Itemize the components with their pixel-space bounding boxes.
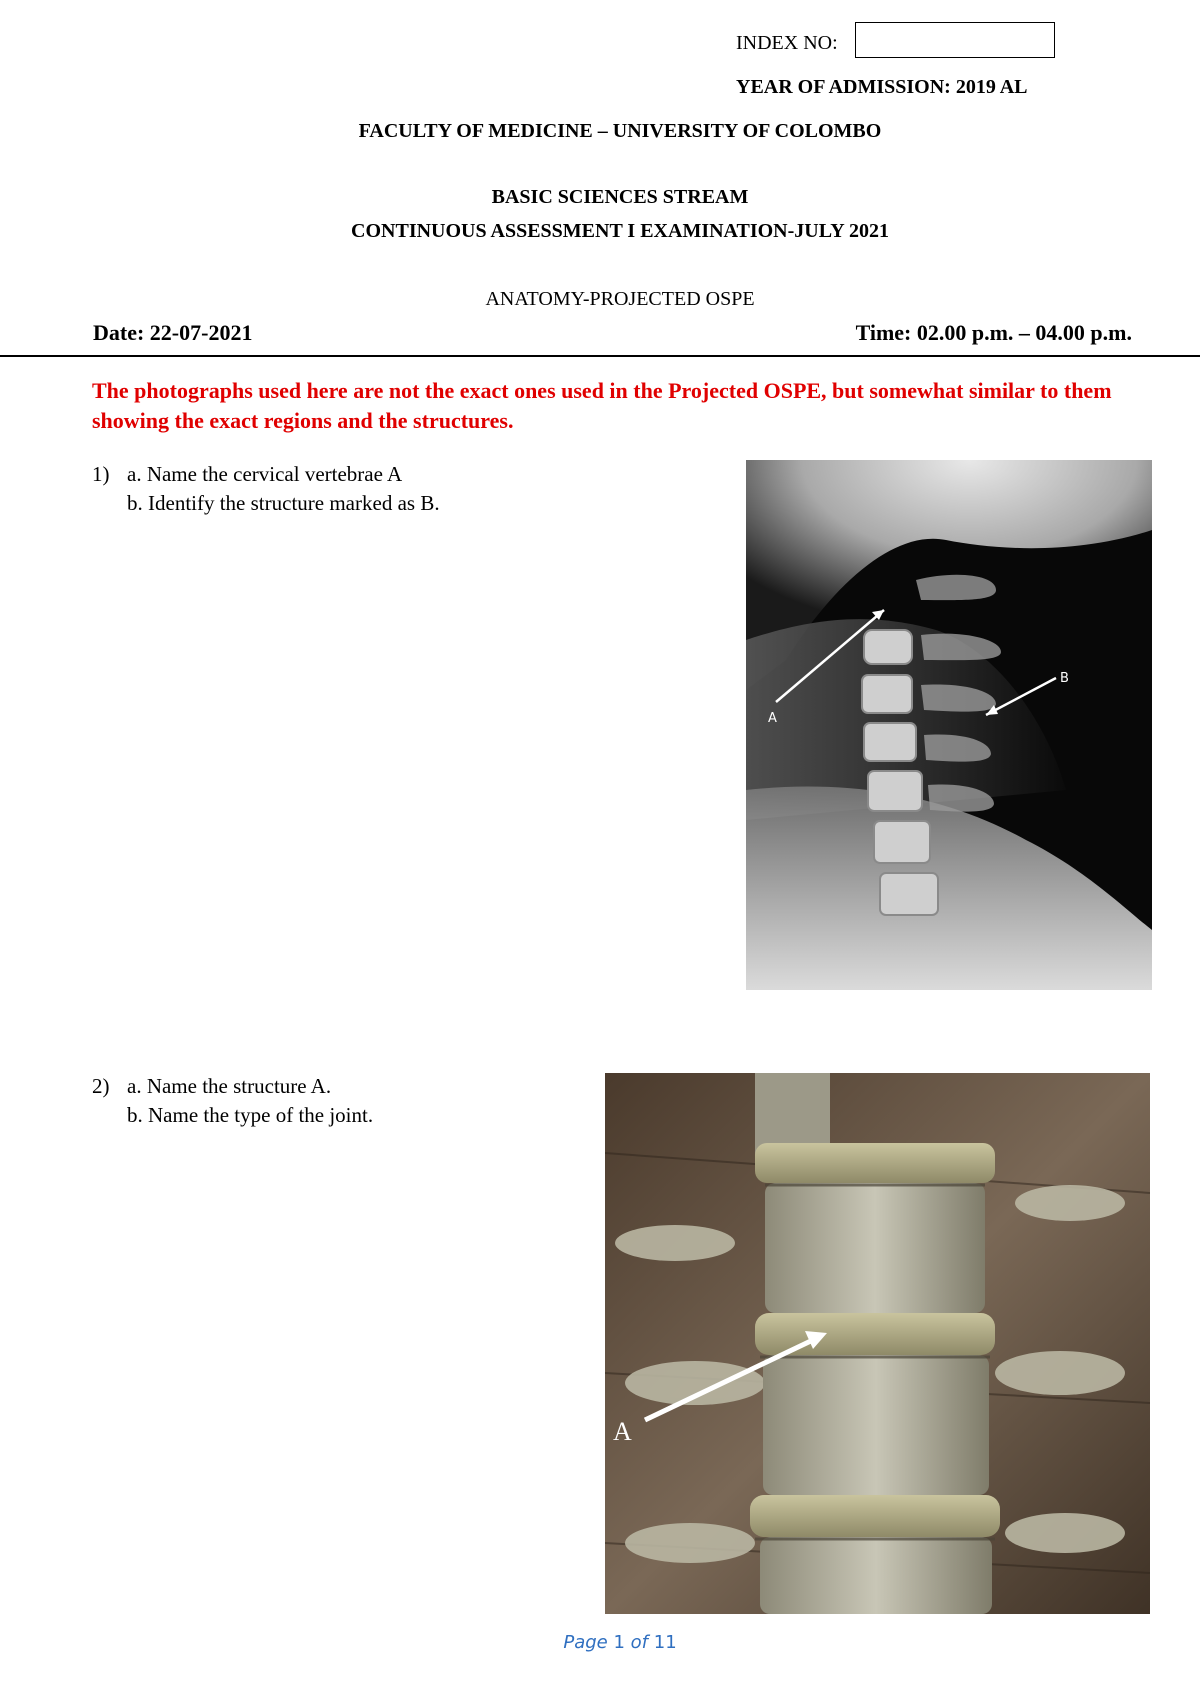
question-2-number: 2) — [92, 1074, 110, 1098]
lumbar-spine-photo — [605, 1073, 1150, 1614]
question-2a: a. Name the structure A. — [127, 1074, 332, 1098]
index-no-label: INDEX NO: — [736, 32, 838, 54]
page-total: 11 — [653, 1632, 677, 1653]
photograph-notice: The photographs used here are not the exact ones used in the Projected OSPE, but somewhat similar to them showing the exact regions and the structures. — [92, 378, 1112, 433]
question-1a: a. Name the cervical vertebrae A — [127, 462, 403, 486]
xray-label-a: A — [768, 711, 777, 726]
subject-title: ANATOMY-PROJECTED OSPE — [485, 288, 755, 310]
stream-title: BASIC SCIENCES STREAM — [491, 186, 749, 208]
page-number: 1 — [613, 1632, 625, 1653]
of-word: of — [630, 1632, 649, 1653]
page-footer — [0, 1632, 1200, 1653]
faculty-title: FACULTY OF MEDICINE – UNIVERSITY OF COLOMBO — [358, 120, 882, 142]
xray-label-b: B — [1060, 671, 1069, 686]
index-no-field[interactable] — [855, 22, 1055, 58]
exam-date: Date: 22-07-2021 — [93, 320, 253, 345]
year-of-admission: YEAR OF ADMISSION: 2019 AL — [736, 76, 1028, 98]
page-word: Page — [563, 1632, 608, 1653]
spine-label-a: A — [613, 1417, 632, 1446]
question-2b: b. Name the type of the joint. — [127, 1103, 374, 1127]
question-1b: b. Identify the structure marked as B. — [127, 491, 440, 515]
question-1-number: 1) — [92, 462, 110, 486]
exam-title: CONTINUOUS ASSESSMENT I EXAMINATION-JULY 2021 — [351, 220, 889, 242]
cervical-xray-figure — [746, 460, 1152, 990]
exam-time: Time: 02.00 p.m. – 04.00 p.m. — [855, 320, 1132, 345]
header-divider — [0, 355, 1200, 357]
